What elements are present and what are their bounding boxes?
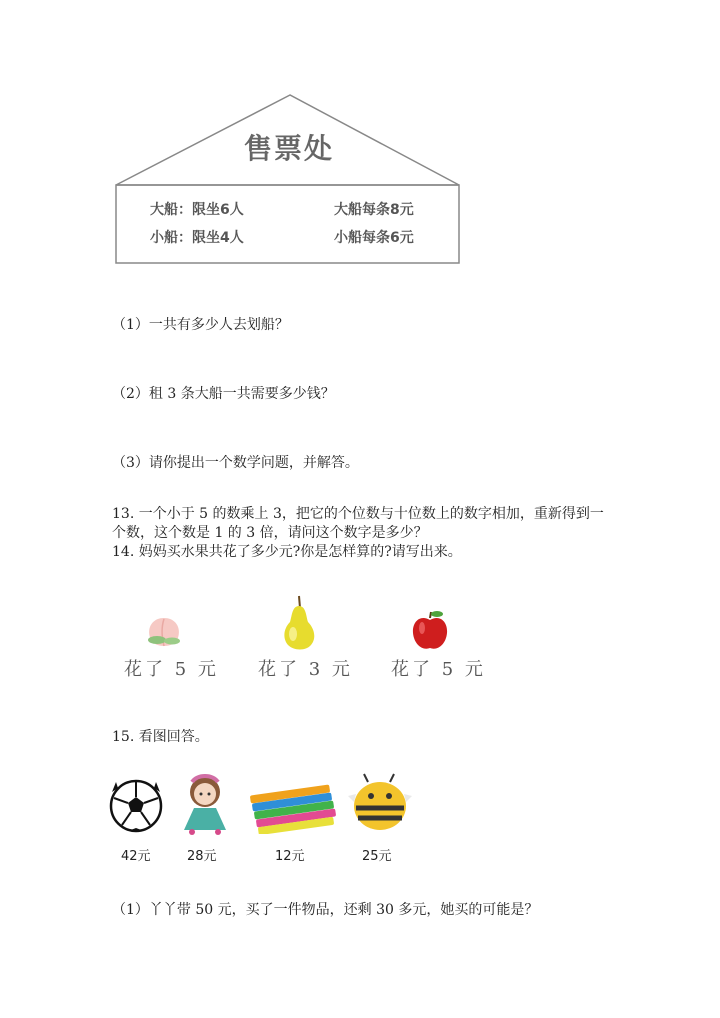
- apple-price-label: 花了 5 元: [391, 659, 486, 680]
- question-12-1: （1）一共有多少人去划船？: [112, 317, 289, 333]
- soccer-ball-icon: [108, 778, 164, 834]
- bee-backpack-icon: [346, 772, 414, 834]
- crayons-price: 12元: [275, 849, 305, 864]
- doll-price: 28元: [187, 849, 217, 864]
- big-boat-limit: 大船：限坐6人: [150, 202, 244, 218]
- small-boat-limit: 小船：限坐4人: [150, 230, 244, 246]
- small-boat-price: 小船每条6元: [334, 230, 414, 246]
- question-12-2: （2）租 3 条大船一共需要多少钱？: [112, 386, 335, 402]
- big-boat-price: 大船每条8元: [334, 202, 414, 218]
- apple-icon: [410, 608, 450, 652]
- question-15: 15. 看图回答。: [112, 729, 209, 745]
- question-13-line2: 个数，这个数是 1 的 3 倍，请问这个数字是多少？: [112, 525, 428, 541]
- question-15-1: （1）丫丫带 50 元，买了一件物品，还剩 30 多元，她买的可能是？: [112, 902, 539, 918]
- soccer-ball-price: 42元: [121, 849, 151, 864]
- doll-icon: [172, 772, 238, 836]
- sign-title: 售票处: [244, 132, 335, 165]
- peach-price-label: 花了 5 元: [124, 659, 219, 680]
- question-12-3: （3）请你提出一个数学问题，并解答。: [112, 455, 359, 471]
- peach-icon: [143, 610, 185, 652]
- bee-backpack-price: 25元: [362, 849, 392, 864]
- question-14: 14. 妈妈买水果共花了多少元?你是怎样算的?请写出来。: [112, 544, 462, 560]
- question-13-line1: 13. 一个小于 5 的数乘上 3，把它的个位数与十位数上的数字相加，重新得到一: [112, 506, 604, 522]
- pear-icon: [276, 594, 322, 652]
- pear-price-label: 花了 3 元: [258, 659, 353, 680]
- crayons-icon: [244, 776, 340, 834]
